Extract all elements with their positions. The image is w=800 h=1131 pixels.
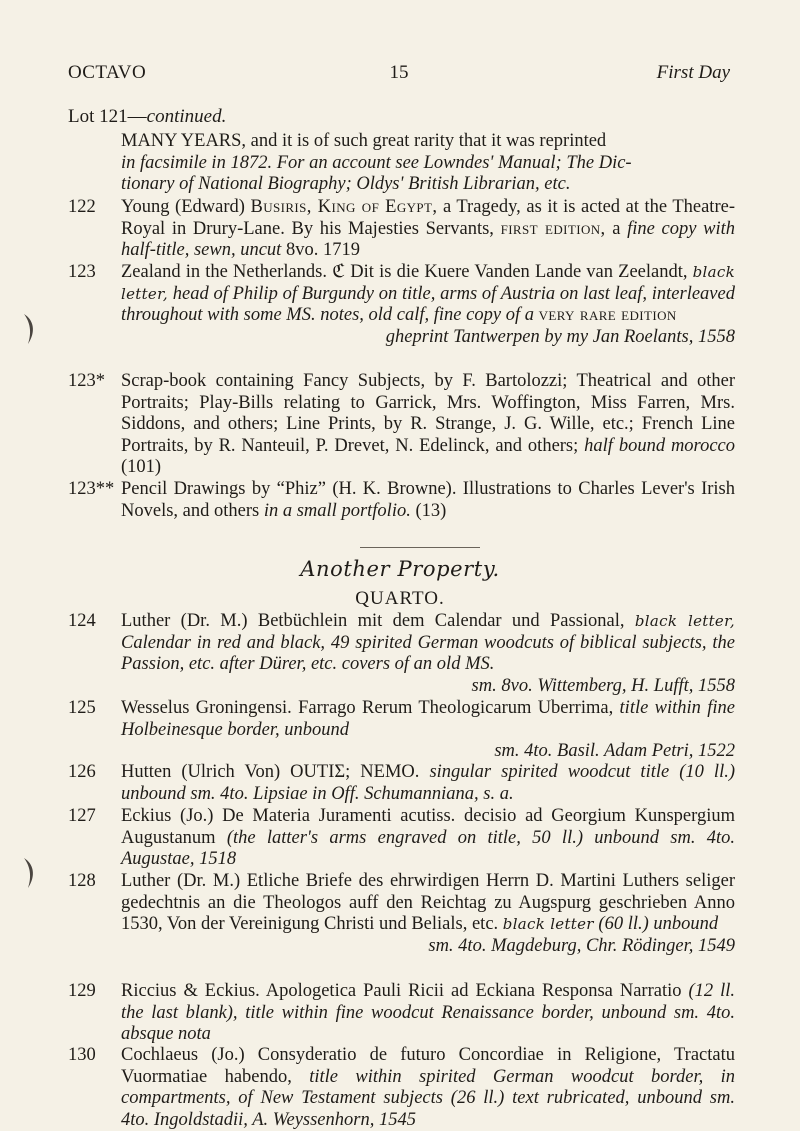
lot-condition: title within fine Holbeinesque border, unbound (121, 698, 735, 740)
lot-description (121, 371, 735, 479)
lot-122 (68, 197, 735, 262)
running-header (68, 62, 730, 88)
lot-condition: fine copy with half-title, sewn, uncut (121, 218, 735, 261)
lot-title: Zealand in the Netherlands. ℭ Dit is die Kuere Vanden Lande van Zeelandt, (121, 262, 693, 282)
lot-title: Hutten (Ulrich Von) OUTIΣ; NEMO. (121, 762, 430, 782)
lot-binding: in a small portfolio. (263, 500, 411, 521)
lot-number: 125 (68, 698, 96, 718)
lot121-line3: tionary of National Biography; Oldys' British Librarian, etc. (121, 174, 571, 195)
lot-125 (68, 698, 735, 763)
lot-condition: title within spirited German woodcut border, in compartments, of New Testament subjects (26 ll.) text rubricated, unbound (121, 1066, 735, 1109)
lot-condition: (12 ll. the last blank), title within fine woodcut Renaissance border, unbound (121, 981, 735, 1023)
lot-130 (68, 1045, 735, 1131)
lot-number: 129 (68, 981, 96, 1001)
lot-title: Riccius & Eckius. Apologetica Pauli Ricii ad Eckiana Responsa Narratio (121, 981, 689, 1001)
lot-condition: singular spirited woodcut title (10 ll.) unbound (121, 762, 735, 804)
lot-number: 126 (68, 762, 96, 782)
lot-description (121, 611, 735, 697)
lot-number: 130 (68, 1045, 96, 1065)
lot-blackletter-note: black letter (502, 915, 594, 934)
header-format: OCTAVO (68, 62, 147, 83)
lot-129 (68, 981, 735, 1046)
lot-text: Pencil Drawings by “Phiz” (H. K. Browne). Illustrations to Charles Lever's Irish Novels, and others (121, 479, 735, 521)
lot-number: 124 (68, 611, 96, 631)
lot-imprint: sm. 4to. Lipsiae in Off. Schumanniana, s. a. (185, 783, 514, 804)
lot-title: Eckius (Jo.) De Materia Juramenti acutiss. decisio ad Georgium Kunspergium Augustanum (121, 806, 735, 848)
lot-title: Cochlaeus (Jo.) Consyderatio de futuro Concordiae in Religione, Tractatu Vuormatiae habendo, (121, 1045, 735, 1087)
lot-condition: (60 ll.) unbound (593, 914, 719, 935)
lot-blackletter-note: black letter, (121, 263, 735, 303)
lot-blackletter-note: black letter, (634, 612, 735, 630)
lot-title: Busiris, King of Egypt, (250, 197, 438, 217)
lot-description (121, 479, 735, 522)
lot-123-doublestar (68, 479, 735, 522)
lot-number: 123 (68, 262, 96, 282)
lot-edition: first edition, (500, 218, 606, 239)
lot-binding: half bound morocco (584, 435, 735, 456)
pencil-mark-icon (20, 856, 38, 890)
lot-imprint: gheprint Tantwerpen by my Jan Roelants, 1558 (385, 326, 735, 347)
lot121-line2: in facsimile in 1872. For an account see Lowndes' Manual; The Dic- (121, 152, 632, 173)
continued-label: continued. (146, 106, 227, 127)
lot-description (121, 806, 735, 871)
lot-description (121, 762, 735, 805)
pencil-mark-icon (20, 312, 38, 346)
lot-author: Young (Edward) (121, 197, 251, 217)
section-title: Another Property. (300, 557, 500, 581)
lot-title: Luther (Dr. M.) Betbüchlein mit dem Calendar und Passional, (121, 611, 635, 631)
lot-description (121, 871, 735, 957)
lot-imprint: sm. 4to. absque nota (121, 1002, 735, 1045)
lot-condition: Calendar in red and black, 49 spirited German woodcuts of biblical subjects, the Passion, etc. after Dürer, etc. covers of an old MS. (121, 632, 735, 675)
lot-title: Luther (Dr. M.) Etliche Briefe des ehrwirdigen Herrn D. Martini Luthers seliger gedechtnis an die Theologos auff den Reichtag zu Augspurg geschrieben Anno 1530, Von der Vereinigung Christi und Belials, etc. (121, 871, 735, 935)
section-divider (360, 547, 480, 548)
lot-number: 127 (68, 806, 96, 826)
lot-imprint: sm. 4to. Basil. Adam Petri, 1522 (494, 741, 735, 762)
lot-imprint: sm. 4to. Augustae, 1518 (121, 827, 735, 870)
lot-text: a Tragedy, as it is acted at the Theatre-Royal in Drury-Lane. By his Majesties Servants, (121, 197, 735, 239)
lot-124 (68, 611, 735, 697)
lot-number: 123* (68, 371, 105, 391)
lot-continued-heading (68, 106, 226, 128)
lot-edition: very rare edition (538, 305, 677, 326)
lot-number: 123** (68, 479, 115, 499)
lot-127 (68, 806, 735, 871)
lot-description (121, 698, 735, 763)
lot-128 (68, 871, 735, 957)
lot-text: Scrap-book containing Fancy Subjects, by F. Bartolozzi; Theatrical and other Portraits; Play-Bills relating to Garrick, Mrs. Woffington, Miss Farren, Mrs. Siddons, and others; Line Prints, by R. Strange, J. G. Wille, etc.; French Line Portraits, by R. Nanteuil, P. Drevet, N. Edelinck, and others; (121, 371, 735, 456)
lot-123-star (68, 371, 735, 479)
lot-description (121, 262, 735, 348)
header-day: First Day (656, 62, 730, 83)
lot-126 (68, 762, 735, 805)
lot-number: 128 (68, 871, 96, 891)
lot-text: a (605, 218, 628, 239)
section-subtitle: QUARTO. (355, 588, 445, 609)
lot-title: Wesselus Groningensi. Farrago Rerum Theologicarum Uberrima, (121, 698, 620, 718)
lot-121-continued (68, 131, 735, 196)
lot-123 (68, 262, 735, 348)
lot-condition: head of Philip of Burgundy on title, arms of Austria on last leaf, interleaved throughout with some MS. notes, old calf, fine copy of a (121, 283, 735, 326)
lot-imprint: sm. 8vo. Wittemberg, H. Lufft, 1558 (471, 675, 735, 696)
lot-condition: (the latter's arms engraved on title, 50 ll.) unbound (226, 827, 660, 848)
lot-description (121, 981, 735, 1046)
page-number: 15 (389, 62, 409, 83)
lot-format-date: 8vo. 1719 (281, 240, 360, 261)
lot-imprint: sm. 4to. Ingoldstadii, A. Weyssenhorn, 1545 (121, 1088, 735, 1130)
lot-imprint: sm. 4to. Magdeburg, Chr. Rödinger, 1549 (428, 935, 735, 956)
lot121-line1: MANY YEARS, and it is of such great rarity that it was reprinted (121, 131, 607, 151)
lot-description (121, 1045, 735, 1131)
lot-prefix: Lot 121— (68, 106, 147, 127)
lot-number: 122 (68, 197, 96, 217)
lot-count: (13) (410, 500, 447, 521)
lot-description (121, 197, 735, 262)
lot-count: (101) (121, 457, 162, 478)
